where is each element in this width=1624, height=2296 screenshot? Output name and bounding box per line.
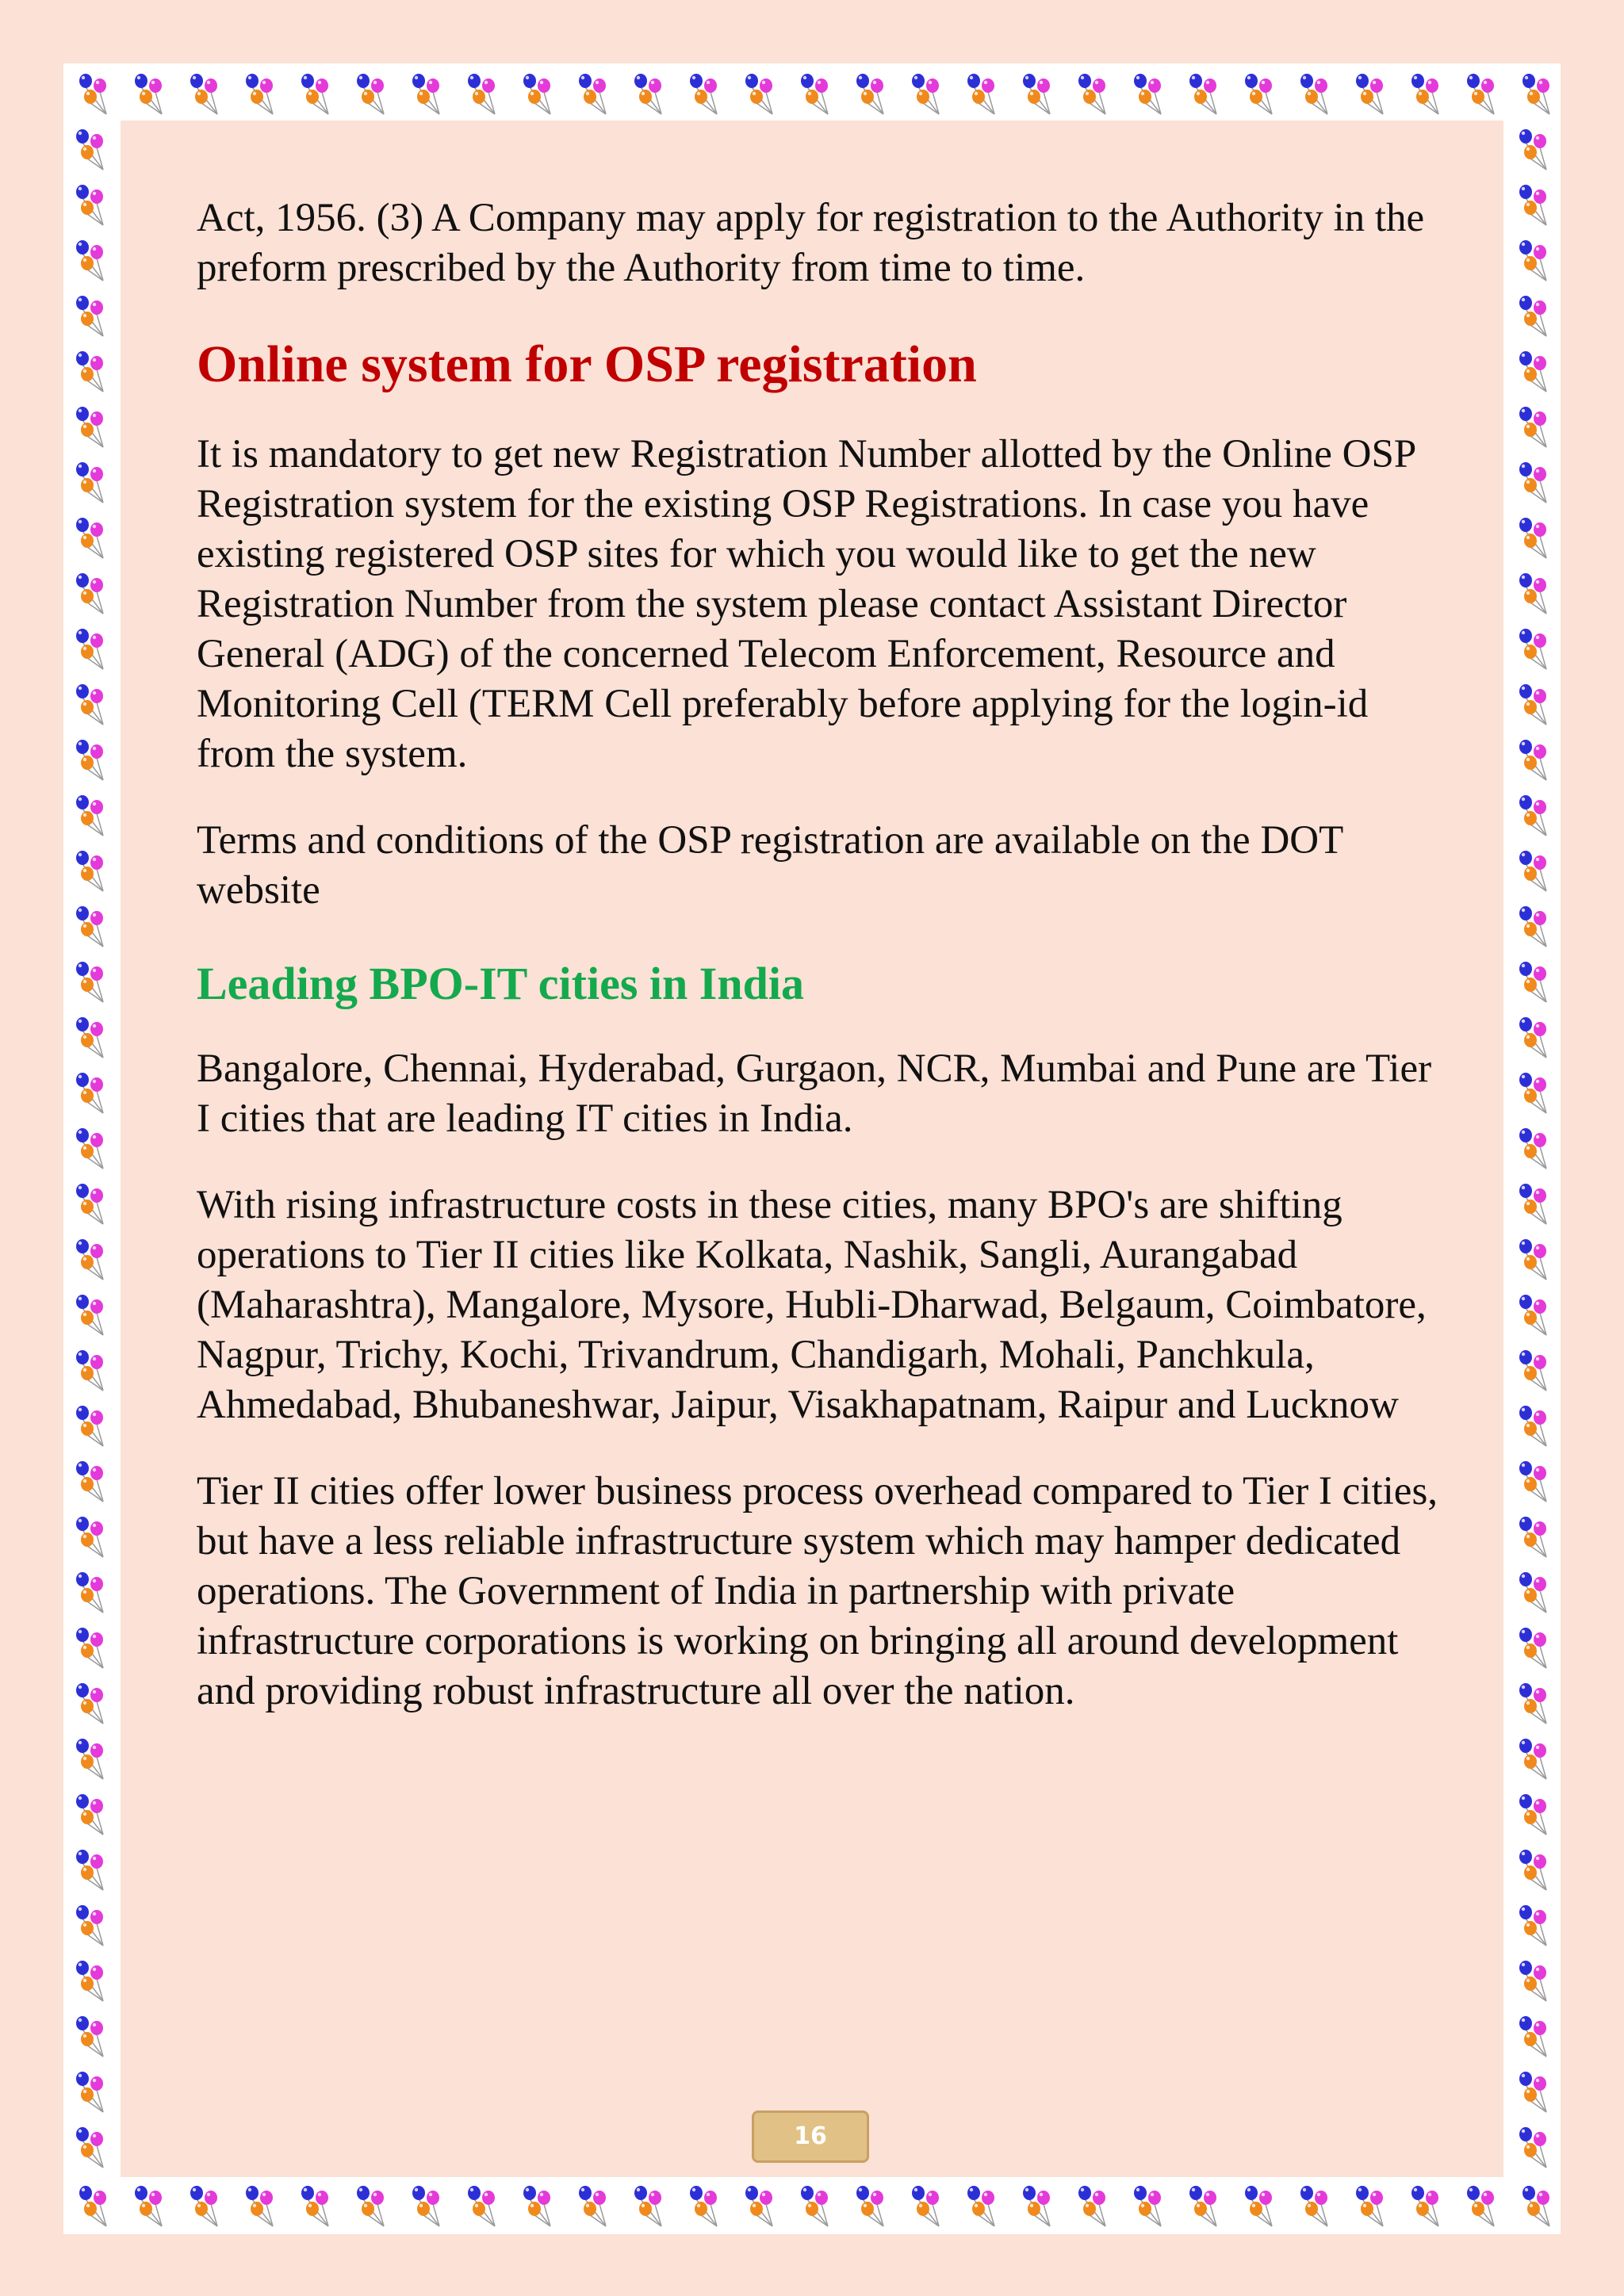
- balloon-icon: [76, 296, 103, 336]
- balloon-icon: [468, 74, 495, 114]
- balloon-icon: [1519, 1017, 1546, 1058]
- balloon-icon: [1519, 518, 1546, 558]
- balloon-icon: [1519, 185, 1546, 225]
- balloon-icon: [190, 2186, 217, 2226]
- balloon-icon: [76, 1794, 103, 1835]
- balloon-icon: [135, 74, 162, 114]
- balloon-icon: [76, 518, 103, 558]
- balloon-icon: [523, 74, 550, 114]
- balloon-icon: [1519, 296, 1546, 336]
- balloon-icon: [76, 1017, 103, 1058]
- balloon-icon: [76, 185, 103, 225]
- balloon-icon: [76, 573, 103, 614]
- balloon-icon: [1356, 2186, 1383, 2226]
- balloon-icon: [1078, 74, 1105, 114]
- balloon-icon: [76, 1239, 103, 1280]
- balloon-icon: [1519, 1184, 1546, 1224]
- balloon-icon: [301, 2186, 328, 2226]
- balloon-icon: [967, 74, 994, 114]
- balloon-icon: [76, 1295, 103, 1335]
- balloon-icon: [76, 2127, 103, 2168]
- balloon-icon: [1300, 2186, 1327, 2226]
- balloon-icon: [76, 462, 103, 503]
- balloon-icon: [1134, 2186, 1161, 2226]
- balloon-icon: [412, 2186, 439, 2226]
- balloon-icon: [1519, 1295, 1546, 1335]
- balloon-icon: [1245, 2186, 1272, 2226]
- balloon-icon: [579, 2186, 606, 2226]
- balloon-icon: [76, 1128, 103, 1169]
- balloon-icon: [1519, 906, 1546, 947]
- balloon-icon: [1519, 1517, 1546, 1557]
- balloon-icon: [1519, 740, 1546, 780]
- balloon-icon: [1467, 74, 1494, 114]
- balloon-icon: [967, 2186, 994, 2226]
- balloon-icon: [1519, 684, 1546, 725]
- balloon-icon: [1519, 962, 1546, 1002]
- balloon-icon: [1519, 1850, 1546, 1890]
- balloon-icon: [1519, 1406, 1546, 1446]
- balloon-icon: [76, 851, 103, 891]
- balloon-icon: [1023, 74, 1050, 114]
- balloon-icon: [1519, 1073, 1546, 1113]
- balloon-icon: [634, 74, 661, 114]
- balloon-icon: [634, 2186, 661, 2226]
- balloon-icon: [1078, 2186, 1105, 2226]
- balloon-icon: [76, 1905, 103, 1946]
- page-number: 16: [752, 2110, 869, 2163]
- balloon-icon: [468, 2186, 495, 2226]
- balloon-icon: [76, 1350, 103, 1391]
- balloon-icon: [1356, 74, 1383, 114]
- balloon-icon: [76, 962, 103, 1002]
- balloon-icon: [1134, 74, 1161, 114]
- balloon-icon: [1519, 1128, 1546, 1169]
- balloon-icon: [76, 740, 103, 780]
- balloon-icon: [76, 1628, 103, 1668]
- balloon-icon: [1519, 462, 1546, 503]
- balloon-icon: [76, 1406, 103, 1446]
- balloon-icon: [912, 2186, 939, 2226]
- balloon-icon: [912, 74, 939, 114]
- balloon-icon: [76, 1184, 103, 1224]
- balloon-icon: [76, 1073, 103, 1113]
- balloon-icon: [190, 74, 217, 114]
- balloon-icon: [76, 1683, 103, 1724]
- balloon-icon: [1519, 629, 1546, 669]
- balloon-icon: [1411, 74, 1438, 114]
- tier1-cities-paragraph: Bangalore, Chennai, Hyderabad, Gurgaon, NCR, Mumbai and Pune are Tier I cities that are leading IT cities in India.: [197, 1047, 1432, 1141]
- balloon-icon: [1519, 129, 1546, 170]
- balloon-icon: [76, 1739, 103, 1779]
- balloon-icon: [579, 74, 606, 114]
- balloon-icon: [1519, 573, 1546, 614]
- balloon-icon: [1519, 1683, 1546, 1724]
- balloon-icon: [76, 1517, 103, 1557]
- balloon-icon: [1522, 2186, 1549, 2226]
- balloon-icon: [135, 2186, 162, 2226]
- leading-cities-heading: Leading BPO-IT cities in India: [197, 958, 804, 1009]
- page-content: [197, 193, 1442, 1753]
- balloon-icon: [745, 2186, 772, 2226]
- balloon-icon: [1519, 1794, 1546, 1835]
- balloon-icon: [357, 2186, 384, 2226]
- balloon-icon: [1519, 1572, 1546, 1613]
- balloon-icon: [76, 407, 103, 447]
- balloon-icon: [79, 74, 106, 114]
- balloon-icon: [76, 2072, 103, 2112]
- balloon-icon: [690, 74, 717, 114]
- balloon-icon: [1522, 74, 1549, 114]
- balloon-icon: [76, 351, 103, 392]
- balloon-icon: [1245, 74, 1272, 114]
- balloon-icon: [1519, 351, 1546, 392]
- balloon-icon: [1519, 795, 1546, 836]
- balloon-icon: [523, 2186, 550, 2226]
- tier2-overhead-paragraph: Tier II cities offer lower business process overhead compared to Tier I cities, but have a less reliable infrastructure system which may hamper dedicated operations. The Government of India in partnership with private infrastructure corporations is working on bringing all around development and providing robust infrastructure all over the nation.: [197, 1469, 1438, 1713]
- balloon-icon: [1411, 2186, 1438, 2226]
- balloon-icon: [1519, 407, 1546, 447]
- balloon-icon: [801, 74, 828, 114]
- balloon-icon: [301, 74, 328, 114]
- balloon-icon: [76, 240, 103, 281]
- terms-paragraph: Terms and conditions of the OSP registration are available on the DOT website: [197, 818, 1343, 913]
- balloon-icon: [1519, 1239, 1546, 1280]
- balloon-icon: [76, 629, 103, 669]
- intro-paragraph: Act, 1956. (3) A Company may apply for registration to the Authority in the preform prescribed by the Authority from time to time.: [197, 196, 1425, 290]
- balloon-icon: [76, 1461, 103, 1502]
- balloon-icon: [801, 2186, 828, 2226]
- online-system-heading: Online system for OSP registration: [197, 335, 977, 393]
- balloon-icon: [1189, 74, 1216, 114]
- balloon-icon: [76, 1850, 103, 1890]
- mandatory-registration-paragraph: It is mandatory to get new Registration Number allotted by the Online OSP Registration system for the existing OSP Registrations. In case you have existing registered OSP sites for which you would like to get the new Registration Number from the system please contact Assistant Director General (ADG) of the concerned Telecom Enforcement, Resource and Monitoring Cell (TERM Cell preferably before applying for the login-id from the system.: [197, 432, 1415, 776]
- balloon-icon: [412, 74, 439, 114]
- balloon-icon: [1519, 2072, 1546, 2112]
- balloon-icon: [1023, 2186, 1050, 2226]
- balloon-icon: [745, 74, 772, 114]
- balloon-icon: [79, 2186, 106, 2226]
- balloon-icon: [1519, 1905, 1546, 1946]
- balloon-icon: [1189, 2186, 1216, 2226]
- balloon-icon: [1467, 2186, 1494, 2226]
- balloon-icon: [1519, 1628, 1546, 1668]
- balloon-icon: [1519, 2016, 1546, 2057]
- balloon-icon: [856, 2186, 883, 2226]
- balloon-icon: [1519, 1461, 1546, 1502]
- balloon-icon: [76, 129, 103, 170]
- balloon-icon: [690, 2186, 717, 2226]
- balloon-icon: [357, 74, 384, 114]
- balloon-icon: [1519, 1961, 1546, 2001]
- balloon-icon: [246, 74, 273, 114]
- balloon-icon: [76, 2016, 103, 2057]
- balloon-icon: [246, 2186, 273, 2226]
- balloon-icon: [1300, 74, 1327, 114]
- tier2-shift-paragraph: With rising infrastructure costs in these cities, many BPO's are shifting operations to Tier II cities like Kolkata, Nashik, Sangli, Aurangabad (Maharashtra), Mangalore, Mysore, Hubli-Dharwad, Belgaum, Coimbatore, Nagpur, Trichy, Kochi, Trivandrum, Chandigarh, Mohali, Panchkula, Ahmedabad, Bhubaneshwar, Jaipur, Visakhapatnam, Raipur and Lucknow: [197, 1183, 1427, 1427]
- balloon-icon: [1519, 851, 1546, 891]
- balloon-icon: [1519, 1350, 1546, 1391]
- balloon-icon: [76, 684, 103, 725]
- balloon-icon: [1519, 240, 1546, 281]
- balloon-icon: [1519, 1739, 1546, 1779]
- balloon-icon: [856, 74, 883, 114]
- balloon-icon: [76, 1961, 103, 2001]
- balloon-icon: [1519, 2127, 1546, 2168]
- balloon-icon: [76, 795, 103, 836]
- balloon-icon: [76, 1572, 103, 1613]
- balloon-icon: [76, 906, 103, 947]
